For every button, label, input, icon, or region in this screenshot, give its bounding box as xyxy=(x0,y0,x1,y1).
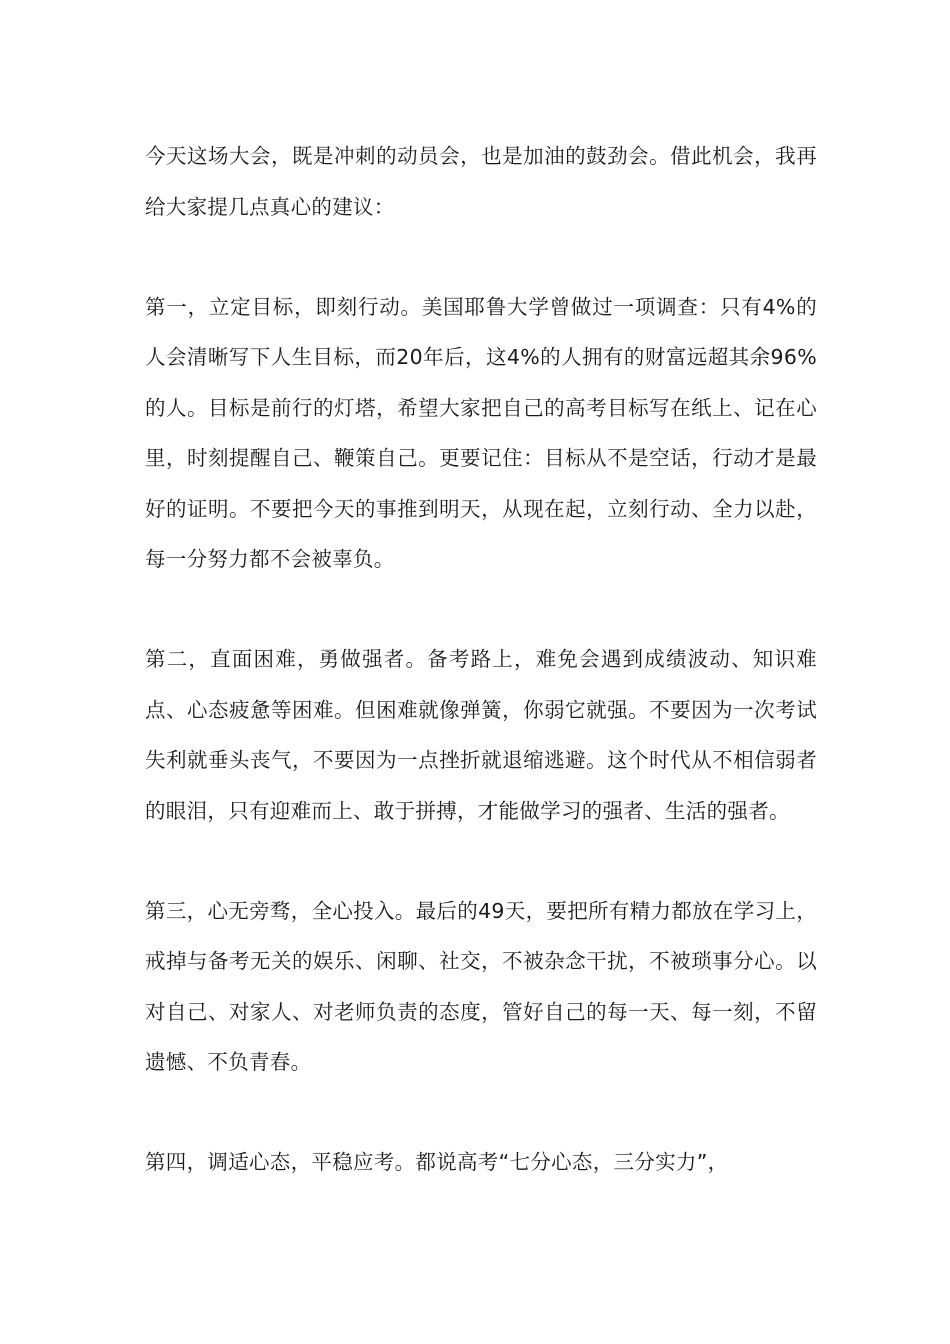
paragraph-intro: 今天这场大会，既是冲刺的动员会，也是加油的鼓劲会。借此机会，我再给大家提几点真心的建议： xyxy=(145,144,817,219)
paragraph-point-4: 第四，调适心态，平稳应考。都说高考“七分心态，三分实力”， xyxy=(145,1150,729,1174)
paragraph-point-3: 第三，心无旁骛，全心投入。最后的49天，要把所有精力都放在学习上，戒掉与备考无关的娱乐、闲聊、社交，不被杂念干扰，不被琐事分心。以对自己、对家人、对老师负责的态度，管好自己的每一天、每一刻，不留遗憾、不负青春。 xyxy=(145,898,817,1074)
paragraph-point-2: 第二，直面困难，勇做强者。备考路上，难免会遇到成绩波动、知识难点、心态疲惫等困难。但困难就像弹簧，你弱它就强。不要因为一次考试失利就垂头丧气，不要因为一点挫折就退缩逃避。这个时代从不相信弱者的眼泪，只有迎难而上、敢于拼搏，才能做学习的强者、生活的强者。 xyxy=(145,647,817,823)
paragraph-point-1: 第一，立定目标，即刻行动。美国耶鲁大学曾做过一项调查：只有4%的人会清晰写下人生目标，而20年后，这4%的人拥有的财富远超其余96%的人。目标是前行的灯塔，希望大家把自己的高考目标写在纸上、记在心里，时刻提醒自己、鞭策自己。更要记住：目标从不是空话，行动才是最好的证明。不要把今天的事推到明天，从现在起，立刻行动、全力以赴，每一分努力都不会被辜负。 xyxy=(145,294,817,571)
document-body xyxy=(145,131,817,1188)
